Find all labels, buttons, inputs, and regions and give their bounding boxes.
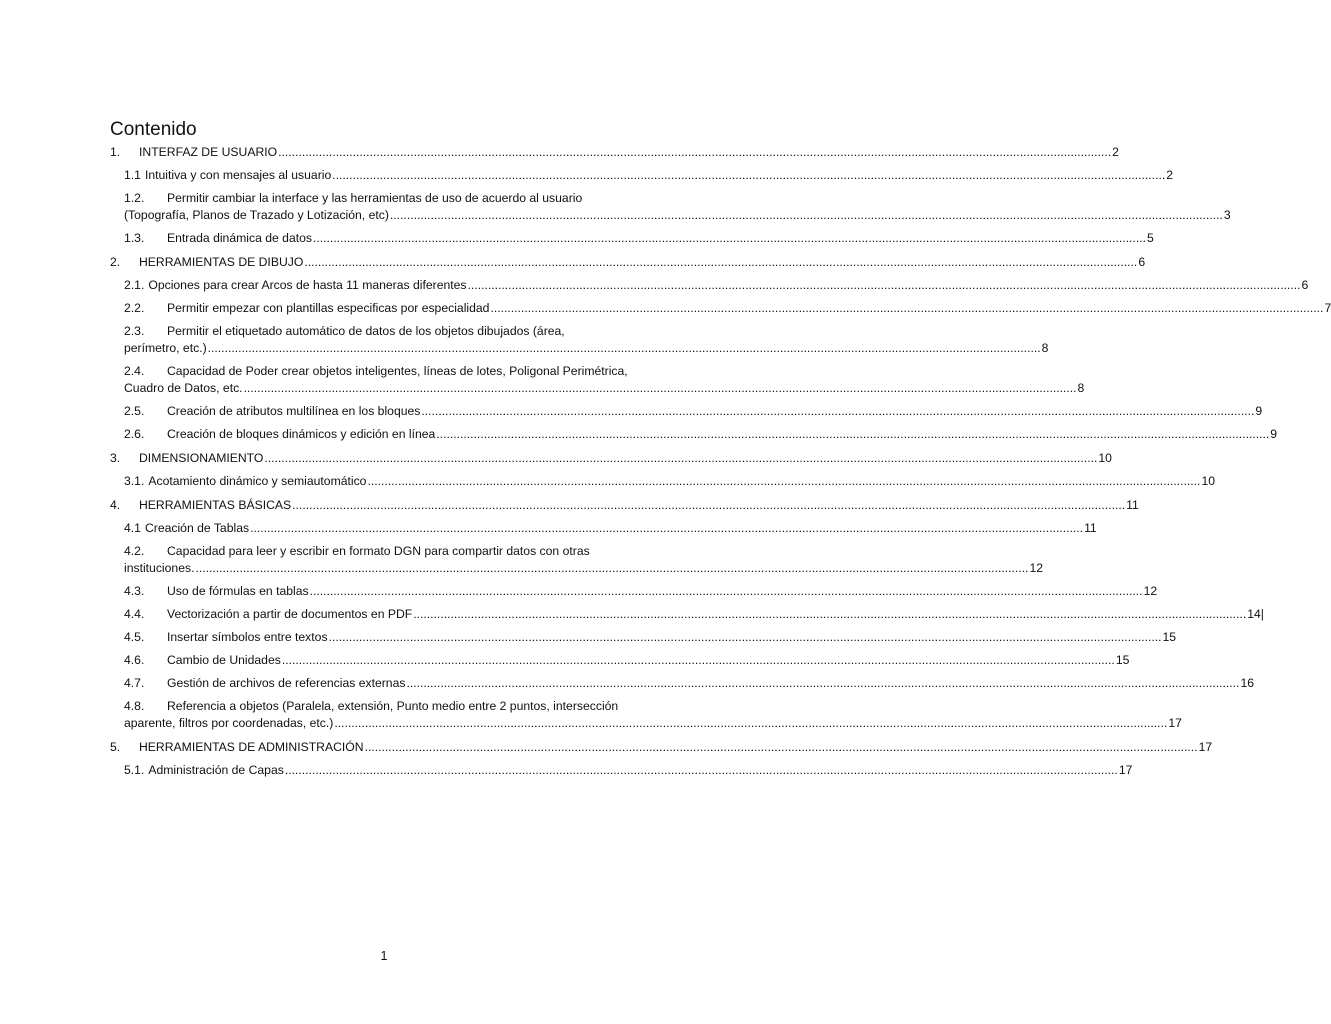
toc-entry-text: INTERFAZ DE USUARIO (139, 145, 278, 159)
toc-entry-page: 11 (1126, 498, 1139, 512)
toc-entry-number: 1.1 (124, 168, 141, 182)
dot-leader (390, 207, 1223, 224)
toc-entry-first-line (124, 543, 658, 560)
toc-entry-text: Insertar símbolos entre textos (167, 630, 328, 644)
toc-entry-page: 12 (1143, 584, 1158, 598)
toc-entry[interactable] (124, 652, 1130, 669)
toc-entry-text: instituciones. (124, 561, 195, 575)
toc-entry-text: Creación de atributos multilínea en los bloques (167, 404, 421, 418)
toc-entry-page: 6 (1138, 255, 1146, 269)
toc-entry-page: 6 (1301, 278, 1309, 292)
toc-entry-text: Uso de fórmulas en tablas (167, 584, 309, 598)
toc-entry-number: 1. (110, 145, 121, 159)
toc-entry-page: 10 (1201, 474, 1216, 488)
toc-entry-page: 2 (1112, 145, 1119, 159)
toc-entry-number: 2.5. (124, 404, 145, 418)
dot-leader (264, 450, 1097, 467)
toc-entry-page: 17 (1118, 763, 1133, 777)
toc-entry-number: 2. (110, 255, 121, 269)
toc-entry-number: 2.4. (124, 364, 145, 378)
dot-leader (195, 560, 1028, 577)
dot-leader (250, 520, 1083, 537)
toc-entry[interactable] (110, 450, 1112, 467)
toc-entry-number: 2.3. (124, 324, 145, 338)
toc-entry[interactable] (124, 230, 1154, 247)
toc-entry-text: HERRAMIENTAS DE ADMINISTRACIÓN (139, 740, 364, 754)
toc-entry-text: Acotamiento dinámico y semiautomático (148, 474, 367, 488)
toc-entry-page: 2 (1166, 168, 1174, 182)
dot-leader (208, 340, 1041, 357)
toc-entry[interactable] (124, 403, 1263, 420)
toc-entry-page: 10 (1098, 451, 1112, 465)
toc-entry-text: Cuadro de Datos, etc. (124, 381, 243, 395)
toc-entry-number: 2.1. (124, 278, 145, 292)
dot-leader (310, 583, 1143, 600)
dot-leader (365, 739, 1198, 756)
toc-entry-text: Administración de Capas (148, 763, 284, 777)
toc-entry-page: 9 (1255, 404, 1263, 418)
toc-entry-number: 5. (110, 740, 121, 754)
toc-entry-number: 4.8. (124, 699, 145, 713)
toc-entry-page: 8 (1041, 341, 1049, 355)
dot-leader (436, 426, 1269, 443)
toc-entry-text: Permitir empezar con plantillas especificas por especialidad (167, 301, 490, 315)
toc-entry-number: 4.4. (124, 607, 145, 621)
toc-entry-text: Entrada dinámica de datos (167, 231, 312, 245)
toc-entry-text-line1: Capacidad de Poder crear objetos inteligentes, líneas de lotes, Poligonal Perimétrica, (167, 364, 628, 378)
toc-entry-page: 17 (1168, 716, 1182, 730)
dot-leader (278, 144, 1111, 161)
toc-entry-page: 5 (1146, 231, 1154, 245)
toc-entry-text: Creación de bloques dinámicos y edición en línea (167, 427, 436, 441)
toc-entry-page: 7 (1324, 301, 1331, 315)
toc-entry-page: 9 (1270, 427, 1278, 441)
dot-leader (490, 300, 1323, 317)
toc-entry-number: 5.1. (124, 763, 145, 777)
toc-entry-first-line (124, 363, 658, 380)
toc-entry-text: (Topografía, Planos de Trazado y Lotización, etc) (124, 208, 389, 222)
toc-entry-number: 4.3. (124, 584, 145, 598)
dot-leader (334, 715, 1167, 732)
toc-entry-first-line (124, 190, 658, 207)
dot-leader (413, 606, 1246, 623)
toc-entry-number: 2.2. (124, 301, 145, 315)
toc-entry-page: 14| (1247, 607, 1264, 621)
toc-entry[interactable] (110, 254, 1146, 271)
toc-title: Contenido (110, 119, 197, 140)
toc-entry[interactable] (110, 739, 1213, 756)
toc-entry-text: Vectorización a partir de documentos en PDF (167, 607, 413, 621)
toc-entry-text: DIMENSIONAMIENTO (139, 451, 264, 465)
toc-entry-number: 3.1. (124, 474, 145, 488)
toc-entry[interactable] (110, 144, 1119, 161)
toc-entry-page: 15 (1115, 653, 1130, 667)
toc-entry-text: aparente, filtros por coordenadas, etc.) (124, 716, 334, 730)
toc-entry[interactable] (124, 583, 1158, 600)
toc-entry-text-line1: Permitir cambiar la interface y las herramientas de uso de acuerdo al usuario (167, 191, 583, 205)
toc-entry[interactable] (124, 606, 1264, 623)
toc-entry-text: Gestión de archivos de referencias externas (167, 676, 406, 690)
toc-entry-number: 4.7. (124, 676, 145, 690)
toc-entry-page: 8 (1077, 381, 1085, 395)
toc-entry-number: 4.1 (124, 521, 141, 535)
toc-entry[interactable] (124, 698, 1182, 732)
toc-entry-number: 1.2. (124, 191, 145, 205)
toc-entry[interactable] (124, 300, 1331, 317)
toc-entry-text: perímetro, etc.) (124, 341, 207, 355)
toc-entry-number: 4.5. (124, 630, 145, 644)
toc-entry-number: 3. (110, 451, 121, 465)
toc-entry[interactable] (124, 277, 1309, 294)
toc-entry[interactable] (124, 363, 1085, 397)
toc-entry[interactable] (124, 190, 1231, 224)
toc-entry-text: Creación de Tablas (144, 521, 250, 535)
dot-leader (244, 380, 1077, 397)
toc-entry[interactable] (124, 473, 1216, 490)
dot-leader (292, 497, 1125, 514)
toc-entry[interactable] (124, 762, 1133, 779)
toc-entry-text: HERRAMIENTAS DE DIBUJO (139, 255, 304, 269)
dot-leader (282, 652, 1115, 669)
toc-entry[interactable] (124, 543, 1043, 577)
toc-entry[interactable] (124, 323, 1049, 357)
dot-leader (406, 675, 1239, 692)
dot-leader (332, 167, 1165, 184)
toc-entry-page: 17 (1198, 740, 1213, 754)
toc-entry-page: 12 (1029, 561, 1043, 575)
toc-entry[interactable] (124, 520, 1097, 537)
toc-entry-text: Cambio de Unidades (167, 653, 281, 667)
page-number: 1 (380, 949, 388, 963)
toc-entry-number: 2.6. (124, 427, 145, 441)
toc-entry-text: HERRAMIENTAS BÁSICAS (139, 498, 292, 512)
toc-entry-number: 4.6. (124, 653, 145, 667)
dot-leader (285, 762, 1118, 779)
toc-entry-page: 15 (1162, 630, 1177, 644)
toc-entry-number: 4.2. (124, 544, 145, 558)
dot-leader (329, 629, 1162, 646)
toc-entry[interactable] (124, 167, 1174, 184)
toc-entry-text-line1: Capacidad para leer y escribir en formato DGN para compartir datos con otras (167, 544, 590, 558)
toc-entry-text: Intuitiva y con mensajes al usuario (144, 168, 332, 182)
dot-leader (313, 230, 1146, 247)
toc-entry-text-line1: Permitir el etiquetado automático de datos de los objetos dibujados (área, (167, 324, 565, 338)
table-of-contents (110, 144, 1331, 779)
dot-leader (468, 277, 1301, 294)
toc-entry-text: Opciones para crear Arcos de hasta 11 maneras diferentes (148, 278, 467, 292)
toc-entry[interactable] (124, 426, 1278, 443)
toc-entry-page: 16 (1240, 676, 1255, 690)
toc-entry-first-line (124, 698, 658, 715)
toc-entry-number: 1.3. (124, 231, 145, 245)
toc-entry-first-line (124, 323, 658, 340)
toc-entry-page: 3 (1223, 208, 1231, 222)
toc-entry[interactable] (124, 629, 1177, 646)
dot-leader (367, 473, 1200, 490)
toc-entry[interactable] (110, 497, 1139, 514)
toc-entry-text-line1: Referencia a objetos (Paralela, extensión, Punto medio entre 2 puntos, intersección (167, 699, 619, 713)
toc-entry-page: 11 (1084, 521, 1097, 535)
dot-leader (304, 254, 1137, 271)
toc-entry[interactable] (124, 675, 1255, 692)
toc-entry-number: 4. (110, 498, 121, 512)
dot-leader (421, 403, 1254, 420)
